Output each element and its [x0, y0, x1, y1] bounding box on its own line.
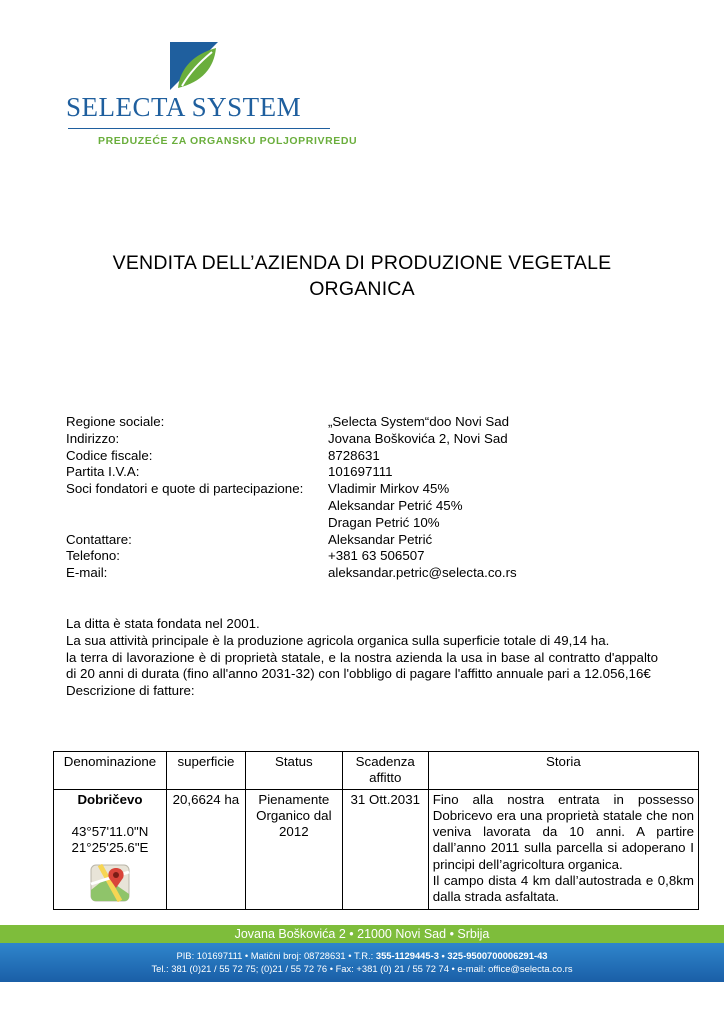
info-value: Jovana Boškovića 2, Novi Sad — [328, 430, 508, 446]
google-maps-icon[interactable] — [90, 864, 130, 902]
parcel-latitude: 43°57'11.0"N — [71, 823, 149, 839]
column-header: Storia — [428, 752, 698, 790]
parcel-name: Dobričevo — [77, 791, 143, 807]
page-footer — [0, 925, 724, 982]
info-value: „Selecta System“doo Novi Sad — [328, 414, 510, 429]
info-row — [66, 565, 517, 582]
footer-street: Jovana Boškovića 2 — [234, 927, 346, 941]
info-row — [66, 498, 517, 515]
parcel-status: Pienamente Organico dal 2012 — [245, 789, 342, 909]
company-info — [66, 414, 517, 582]
column-header: Scadenza affitto — [342, 752, 428, 790]
info-label: Codice fiscale: — [66, 447, 153, 463]
info-label: Telefono: — [66, 548, 120, 564]
info-value: 8728631 — [328, 447, 380, 463]
info-row — [66, 532, 517, 549]
info-value: 101697111 — [328, 464, 393, 480]
company-logo — [66, 40, 358, 152]
company-tagline: PREDUZEĆE ZA ORGANSKU POLJOPRIVREDU — [98, 135, 358, 147]
document-title — [60, 250, 664, 302]
company-description — [66, 616, 658, 700]
title-line-1: VENDITA DELL’AZIENDA DI PRODUZIONE VEGETALE — [112, 252, 612, 274]
column-header: superficie — [166, 752, 245, 790]
leaf-logo-icon — [170, 42, 218, 90]
footer-address: Jovana Boškovića 2 • 21000 Novi Sad • Srbija — [0, 925, 724, 943]
logo-divider — [68, 128, 330, 129]
parcel-area: 20,6624 ha — [166, 789, 245, 909]
info-row — [66, 515, 517, 532]
info-value: +381 63 506507 — [328, 548, 425, 564]
parcel-history — [428, 789, 698, 909]
footer-ids-text: PIB: 101697111 • Matični broj: 08728631 • T.R.: — [176, 950, 376, 961]
info-label: Contattare: — [66, 531, 132, 547]
paragraph: la terra di lavorazione è di proprietà statale, e la nostra azienda la usa in base al contratto d'appalto di 20 anni di durata (fino all'anno 2031-32) con l'obbligo di pagare l'affitto annuale pari a 12.056,16€ — [66, 649, 658, 682]
footer-city: 21000 Novi Sad — [357, 927, 447, 941]
footer-ids — [0, 949, 724, 962]
lease-expiry: 31 Ott.2031 — [342, 789, 428, 909]
parcel-table — [53, 751, 699, 910]
column-header: Status — [245, 752, 342, 790]
table-header-row — [54, 752, 699, 790]
column-header: Denominazione — [54, 752, 167, 790]
footer-phone-line: Tel.: 381 (0)21 / 55 72 75; (0)21 / 55 72 76 • Fax: +381 (0) 21 / 55 72 74 • e-mail: office@selecta.co.rs — [151, 963, 573, 974]
info-row — [66, 414, 517, 431]
table-row — [54, 789, 699, 909]
footer-bank-accounts: 355-1129445-3 • 325-9500700006291-43 — [375, 950, 548, 961]
email-value: aleksandar.petric@selecta.co.rs — [328, 565, 517, 581]
info-label: Indirizzo: — [66, 430, 120, 446]
info-row — [66, 448, 517, 465]
title-line-2: ORGANICA — [309, 278, 415, 300]
info-label: Regione sociale: — [66, 414, 165, 429]
info-label — [66, 498, 328, 515]
info-label: Soci fondatori e quote di partecipazione: — [66, 481, 304, 497]
info-label: Partita I.V.A: — [66, 464, 140, 480]
parcel-name-cell — [54, 789, 167, 909]
info-row — [66, 548, 517, 565]
info-row — [66, 431, 517, 448]
info-value: Vladimir Mirkov 45% — [328, 481, 450, 497]
company-name: SELECTA SYSTEM — [66, 92, 302, 122]
info-row — [66, 481, 517, 498]
footer-contacts — [0, 943, 724, 982]
info-value: Aleksandar Petrić 45% — [328, 497, 463, 513]
info-label — [66, 515, 328, 532]
paragraph: La ditta è stata fondata nel 2001. — [66, 616, 260, 631]
history-text: Il campo dista 4 km dall’autostrada e 0,8km dalla strada asfaltata. — [432, 873, 694, 905]
parcel-longitude: 21°25'25.6"E — [71, 840, 149, 856]
info-row — [66, 464, 517, 481]
history-text: Fino alla nostra entrata in possesso Dobricevo era una proprietà statale che non veniva lavorata da 10 anni. A partire dall’anno 2011 sulla parcella si adoperano I principi dell’agricoltura organica. — [432, 791, 694, 872]
info-label: E-mail: — [66, 565, 108, 581]
info-value: Aleksandar Petrić — [328, 531, 433, 547]
paragraph: Descrizione di fatture: — [66, 683, 195, 699]
paragraph: La sua attività principale è la produzione agricola organica sulla superficie totale di 49,14 ha. — [66, 632, 610, 648]
info-value: Dragan Petrić 10% — [328, 514, 440, 530]
footer-country: Srbija — [457, 927, 490, 941]
